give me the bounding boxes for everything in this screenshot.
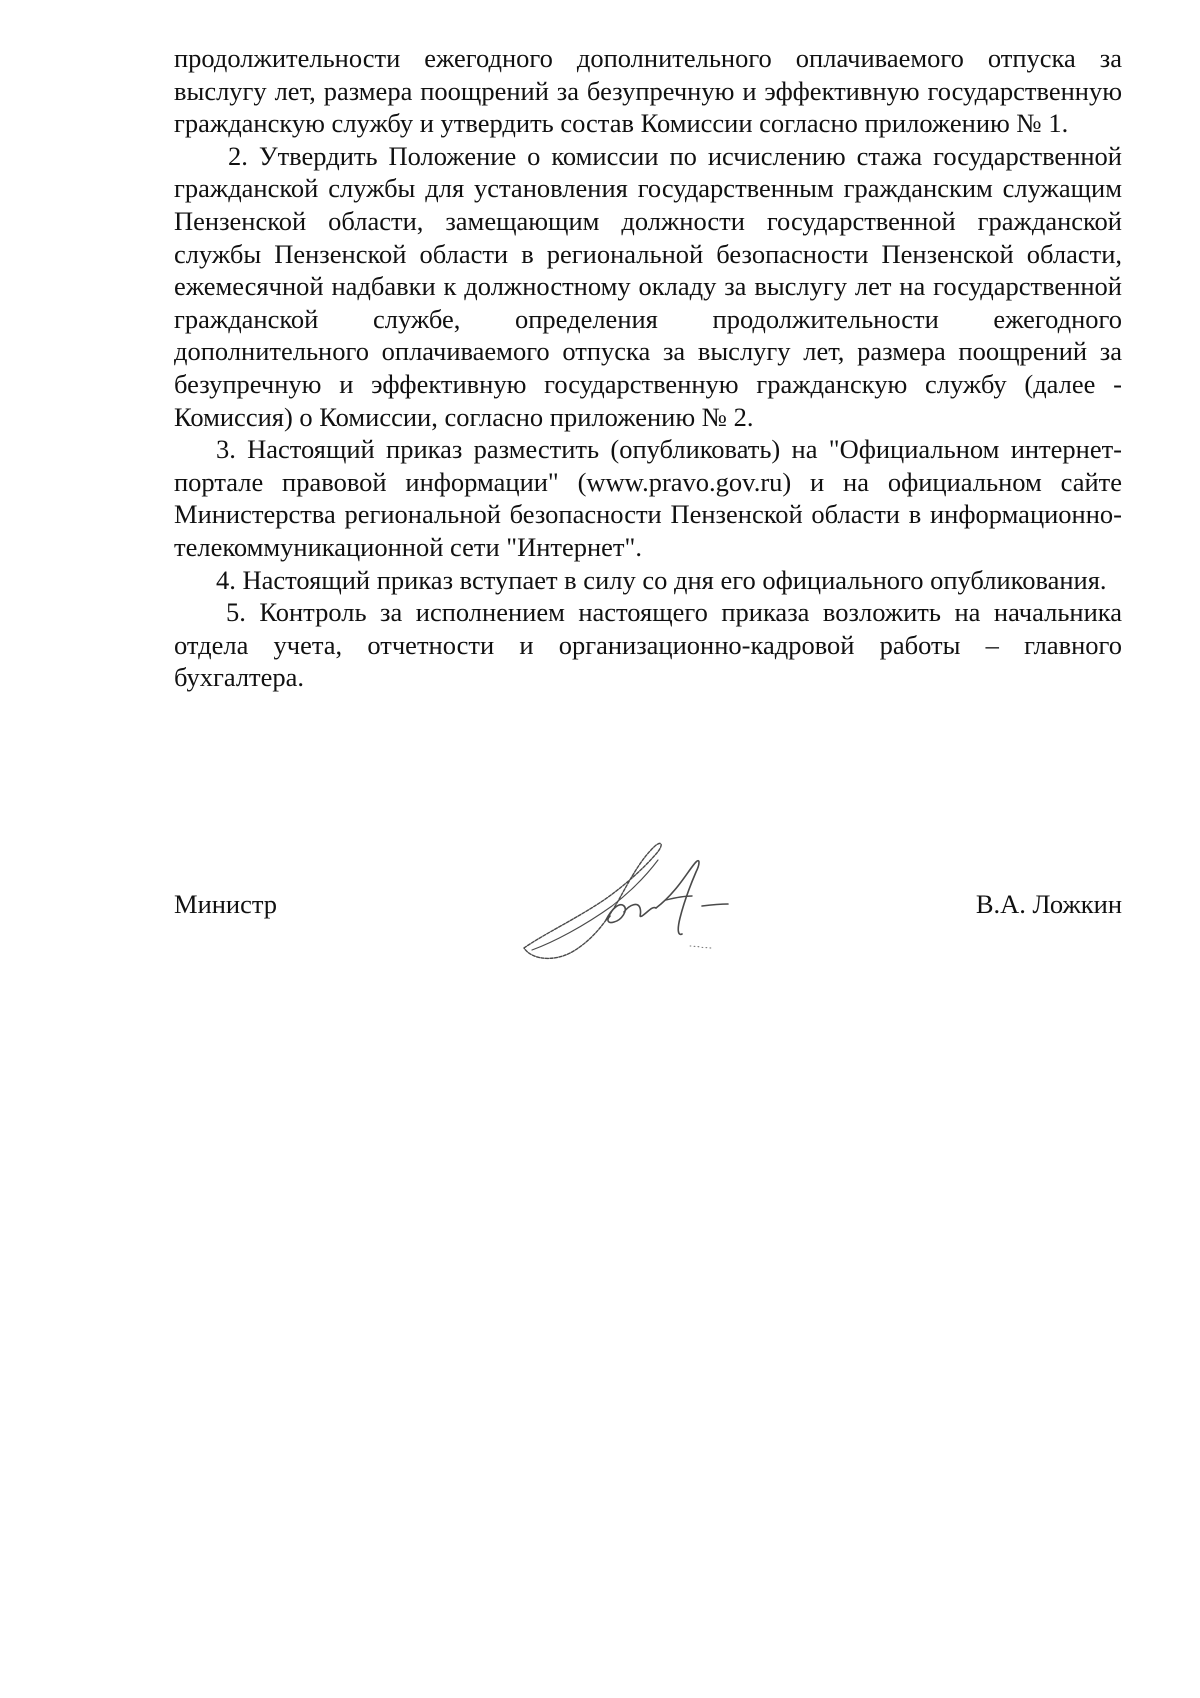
signatory-title: Министр — [174, 889, 278, 919]
document-body — [174, 42, 1122, 694]
paragraph-continuation: продолжительности ежегодного дополнительного оплачиваемого отпуска за выслугу лет, размера поощрений за безупречную и эффективную государственную гражданскую службу и утвердить состав Комиссии согласно приложению № 1. — [174, 43, 1122, 139]
signatory-name: В.А. Ложкин — [975, 889, 1122, 919]
paragraph-item-3: 3. Настоящий приказ разместить (опубликовать) на "Официальном интернет-портале правовой информации" (www.pravo.gov.ru) и на официальном сайте Министерства региональной безопасности Пензенской области в информационно-телекоммуникационной сети "Интернет". — [174, 434, 1122, 562]
paragraph-item-4: 4. Настоящий приказ вступает в силу со дня его официального опубликования. — [216, 564, 1107, 595]
paragraph-item-5: 5. Контроль за исполнением настоящего приказа возложить на начальника отдела учета, отчетности и организационно-кадровой работы – главного бухгалтера. — [174, 597, 1122, 693]
handwritten-signature — [514, 836, 754, 966]
paragraph-item-2: 2. Утвердить Положение о комиссии по исчислению стажа государственной гражданской службы для установления государственным гражданским служащим Пензенской области, замещающим должности государственной гражданской службы Пензенской области в региональной безопасности Пензенской области, ежемесячной надбавки к должностному окладу за выслугу лет на государственной гражданской службе, определения продолжительности ежегодного дополнительного оплачиваемого отпуска за выслугу лет, размера поощрений за безупречную и эффективную государственную гражданскую службу (далее - Комиссия) о Комиссии, согласно приложению № 2. — [174, 140, 1122, 432]
signature-block — [174, 878, 1122, 1018]
